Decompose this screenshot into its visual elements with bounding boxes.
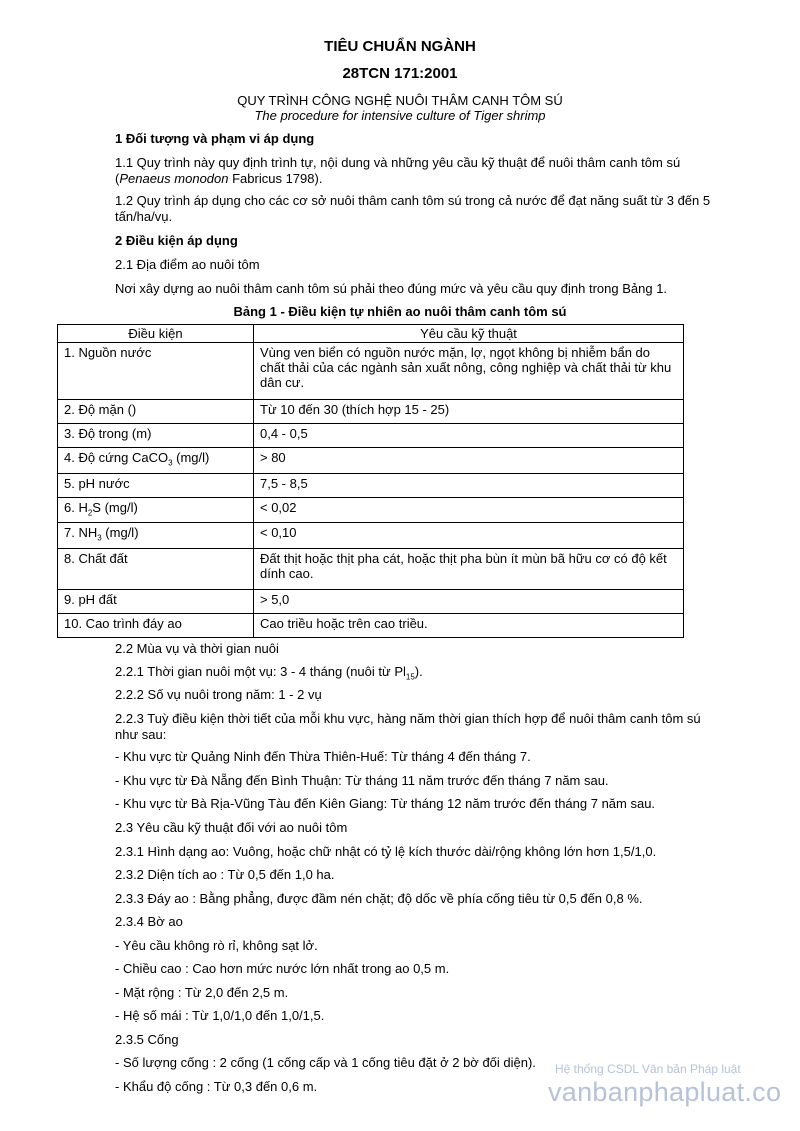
section-2-3-title: 2.3 Yêu cầu kỹ thuật đối với ao nuôi tôm — [115, 820, 348, 835]
table-row — [58, 497, 684, 523]
list-item: - Hệ số mái : Từ 1,0/1,0 đến 1,0/1,5. — [115, 1008, 325, 1023]
paragraph-1-1: 1.1 Quy trình này quy định trình tự, nội dung và những yêu cầu kỹ thuật để nuôi thâm canh tôm sú (Penaeus monodon Fabricus 1798). — [115, 155, 681, 186]
requirement-cell: Vùng ven biển có nguồn nước mặn, lợ, ngọt không bị nhiễm bẩn do chất thải của các ngành sản xuất nông, công nghiệp và chất thải từ khu dân cư. — [254, 343, 684, 400]
condition-cell: 8. Chất đất — [58, 548, 254, 589]
header-condition: Điều kiện — [58, 325, 254, 343]
section-1-heading: 1 Đối tượng và phạm vi áp dụng — [115, 131, 315, 146]
table-header-row — [58, 325, 684, 343]
paragraph-2-3-1: 2.3.1 Hình dạng ao: Vuông, hoặc chữ nhật có tỷ lệ kích thước dài/rộng không lớn hơn 1,5/1,0. — [115, 844, 657, 859]
requirement-cell: < 0,10 — [254, 523, 684, 549]
section-2-heading: 2 Điều kiện áp dụng — [115, 233, 238, 248]
list-item: - Yêu cầu không rò rỉ, không sạt lở. — [115, 938, 318, 953]
list-item: - Khu vực từ Quảng Ninh đến Thừa Thiên-Huế: Từ tháng 4 đến tháng 7. — [115, 749, 531, 764]
standard-code: 28TCN 171:2001 — [342, 65, 458, 82]
paragraph-2-2-2: 2.2.2 Số vụ nuôi trong năm: 1 - 2 vụ — [115, 687, 322, 702]
list-item: - Mặt rộng : Từ 2,0 đến 2,5 m. — [115, 985, 289, 1000]
table-row — [58, 473, 684, 497]
requirement-cell: 7,5 - 8,5 — [254, 473, 684, 497]
requirement-cell: Cao triều hoặc trên cao triều. — [254, 613, 684, 637]
requirement-cell: > 5,0 — [254, 589, 684, 613]
condition-cell: 3. Độ trong (m) — [58, 424, 254, 448]
table-row — [58, 589, 684, 613]
table-row — [58, 613, 684, 637]
condition-cell: 10. Cao trình đáy ao — [58, 613, 254, 637]
paragraph-2-3-4: 2.3.4 Bờ ao — [115, 914, 183, 929]
requirement-cell: Từ 10 đến 30 (thích hợp 15 - 25) — [254, 400, 684, 424]
standard-title: TIÊU CHUẨN NGÀNH — [324, 38, 476, 55]
paragraph-2-3-2: 2.3.2 Diện tích ao : Từ 0,5 đến 1,0 ha. — [115, 867, 335, 882]
table-row — [58, 343, 684, 400]
table-row — [58, 424, 684, 448]
condition-cell: 1. Nguồn nước — [58, 343, 254, 400]
condition-cell: 2. Độ mặn () — [58, 400, 254, 424]
watermark-site: vanbanphapluat.co — [548, 1077, 782, 1107]
section-2-2-title: 2.2 Mùa vụ và thời gian nuôi — [115, 641, 279, 656]
requirement-cell: < 0,02 — [254, 497, 684, 523]
watermark-caption: Hệ thống CSDL Văn bản Pháp luật — [555, 1062, 741, 1076]
list-item: - Số lượng cống : 2 cống (1 cống cấp và 1 cống tiêu đặt ở 2 bờ đối diện). — [115, 1055, 536, 1070]
species-name: Penaeus monodon — [119, 171, 229, 186]
list-item: - Khu vực từ Đà Nẵng đến Bình Thuận: Từ tháng 11 năm trước đến tháng 7 năm sau. — [115, 773, 609, 788]
list-item: - Khẩu độ cống : Từ 0,3 đến 0,6 m. — [115, 1079, 318, 1094]
paragraph-2-3-5: 2.3.5 Cống — [115, 1032, 179, 1047]
paragraph-2-2-1: 2.2.1 Thời gian nuôi một vụ: 3 - 4 tháng (nuôi từ $Pl_{15}$). — [115, 664, 423, 682]
table-row — [58, 448, 684, 474]
paragraph-2-1: 2.1 Địa điểm ao nuôi tôm — [115, 257, 260, 272]
procedure-title-english: The procedure for intensive culture of Tiger shrimp — [254, 108, 546, 123]
list-item: - Khu vực từ Bà Rịa-Vũng Tàu đến Kiên Giang: Từ tháng 12 năm trước đến tháng 7 năm sau. — [115, 796, 656, 811]
paragraph-2-1-text: Nơi xây dựng ao nuôi thâm canh tôm sú phải theo đúng mức và yêu cầu quy định trong Bảng 1. — [115, 281, 668, 296]
condition-cell: 4. Độ cứng CaCO$_3$ (mg/l) — [58, 448, 254, 474]
list-item: - Chiều cao : Cao hơn mức nước lớn nhất trong ao 0,5 m. — [115, 961, 450, 976]
table-row — [58, 548, 684, 589]
paragraph-2-3-3: 2.3.3 Đáy ao : Bằng phẳng, được đầm nén chặt; độ dốc về phía cống tiêu từ 0,5 đến 0,8 %. — [115, 891, 643, 906]
table-row — [58, 523, 684, 549]
condition-cell: 5. pH nước — [58, 473, 254, 497]
paragraph-2-2-3: 2.2.3 Tuỳ điều kiện thời tiết của mỗi khu vực, hàng năm thời gian thích hợp để nuôi thâm canh tôm sú như sau: — [115, 711, 701, 742]
table-caption: Bảng 1 - Điều kiện tự nhiên ao nuôi thâm canh tôm sú — [233, 304, 567, 319]
condition-cell: 6. $H_2S$ (mg/l) — [58, 497, 254, 523]
requirement-cell: Đất thịt hoặc thịt pha cát, hoặc thịt pha bùn ít mùn bã hữu cơ có độ kết dính cao. — [254, 548, 684, 589]
requirement-cell: > 80 — [254, 448, 684, 474]
procedure-title: QUY TRÌNH CÔNG NGHỆ NUÔI THÂM CANH TÔM SÚ — [237, 93, 563, 108]
conditions-table — [57, 324, 684, 638]
condition-cell: 7. $NH_3$ (mg/l) — [58, 523, 254, 549]
table-row — [58, 400, 684, 424]
paragraph-1-2: 1.2 Quy trình áp dụng cho các cơ sở nuôi thâm canh tôm sú trong cả nước để đạt năng suất từ 3 đến 5 tấn/ha/vụ. — [115, 193, 711, 224]
header-requirement: Yêu cầu kỹ thuật — [254, 325, 684, 343]
requirement-cell: 0,4 - 0,5 — [254, 424, 684, 448]
condition-cell: 9. pH đất — [58, 589, 254, 613]
